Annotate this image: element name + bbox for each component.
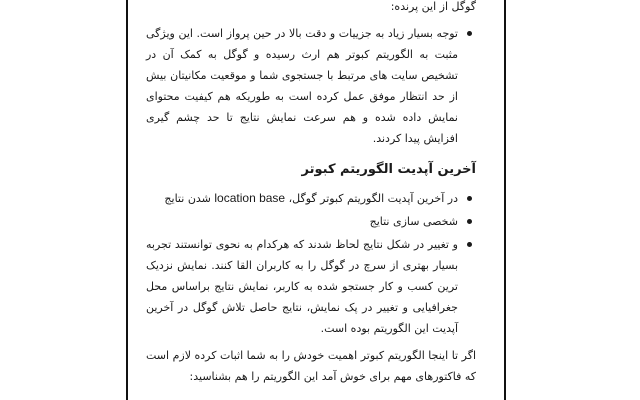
update-bullet-text-after: شدن نتایج [164, 192, 215, 205]
update-bullet-item [146, 211, 458, 232]
feature-bullet-item: توجه بسیار زیاد به جزییات و دقت بالا در حین پرواز است. این ویژگی مثبت به الگوریتم کبوتر هم ارث رسیده و گوگل به کمک آن در تشخیص سایت های مرتبط با جستجوی شما و موقعیت مکانیتان بیش از حد انتظار موفق عمل کرده است به طوریکه هم کیفیت محتوای نمایش داده شده و هم سرعت نمایش نتایج تا حد چشم گیری افزایش پیدا کردند. [146, 23, 458, 149]
update-bullet-text: شخصی سازی نتایج [369, 215, 458, 228]
update-bullet-text-before: در آخرین آپدیت الگوریتم کبوتر گوگل، [285, 192, 458, 205]
update-bullet-item [146, 188, 458, 209]
section-heading: آخرین آپدیت الگوریتم کبوتر [301, 162, 476, 177]
feature-bullet-list [146, 23, 476, 149]
page-content [146, 0, 476, 387]
intro-continuation: گوگل از این پرنده: [390, 0, 476, 13]
update-bullet-text: و تغییر در شکل نتایج لحاظ شدند که هرکدام به نحوی توانستند تجربه بسیار بهتری از سرچ در گوگل را به کاربران القا کنند. نمایش نزدیک ترین کسب و کار جستجو شده به کاربر، نمایش نتایج براساس محل جغرافیایی و تغییر در پک نمایش، نتایج حاصل تلاش گوگل در آخرین آپدیت این الگوریتم بوده است. [146, 238, 458, 335]
closing-paragraph: اگر تا اینجا الگوریتم کبوتر اهمیت خودش را به شما اثبات کرده لازم است که فاکتورهای مهم برای خوش آمد این الگوریتم را هم بشناسید: [146, 349, 476, 383]
location-base-term: location base [214, 191, 286, 205]
update-bullet-item [146, 234, 458, 339]
update-bullet-list [146, 188, 476, 339]
